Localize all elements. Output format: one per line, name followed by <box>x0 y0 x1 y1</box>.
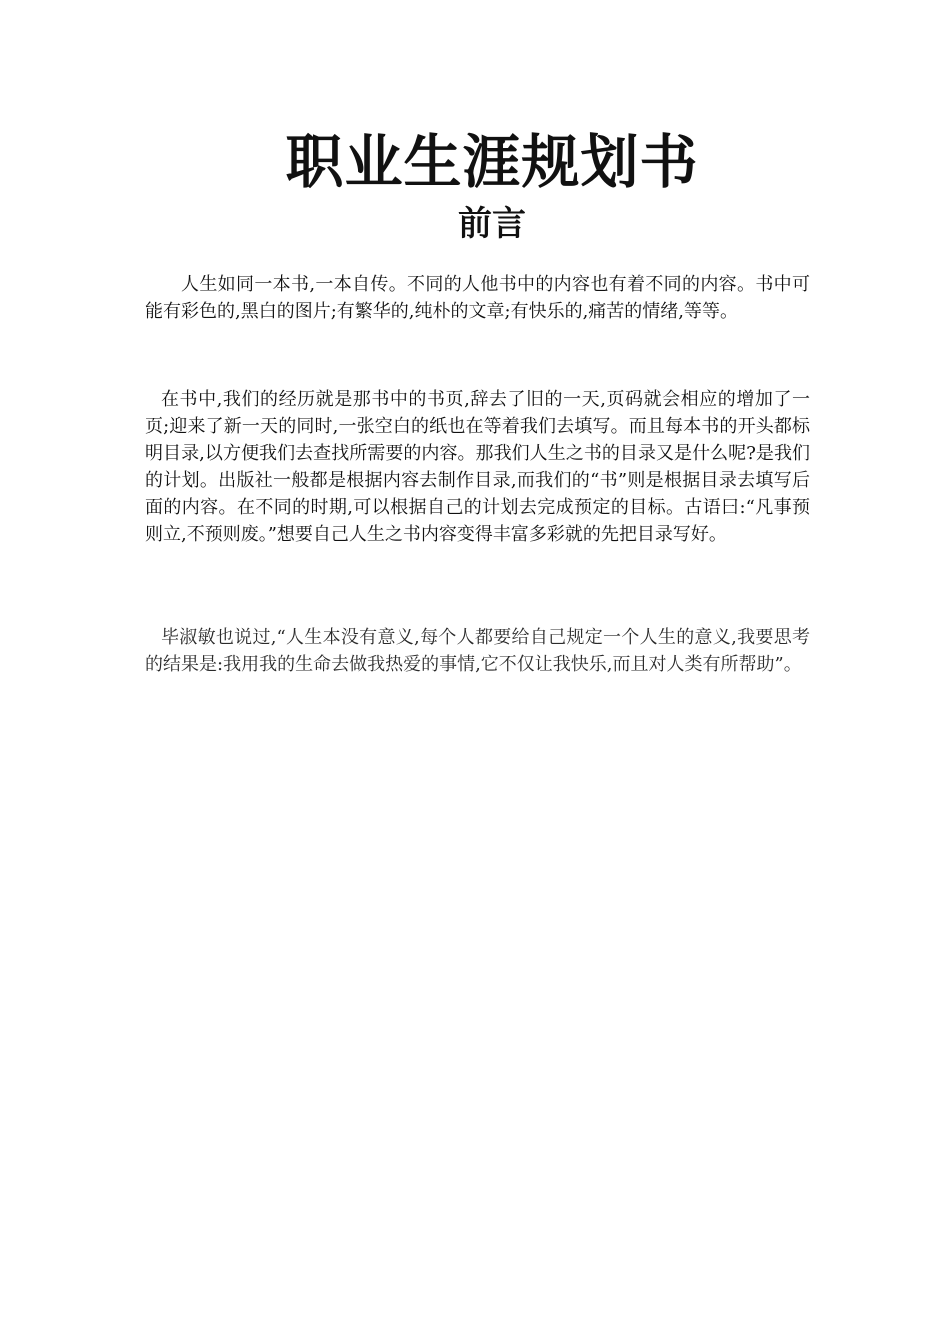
body-paragraph: 人生如同一本书,一本自传。不同的人他书中的内容也有着不同的内容。书中可能有彩色的,黑白的图片;有繁华的,纯朴的文章;有快乐的,痛苦的情绪,等等。 <box>145 274 810 322</box>
body-paragraph: 在书中,我们的经历就是那书中的书页,辞去了旧的一天,页码就会相应的增加了一页;迎来了新一天的同时,一张空白的纸也在等着我们去填写。而且每本书的开头都标明目录,以方便我们去查找所需要的内容。那我们人生之书的目录又是什么呢?是我们的计划。出版社一般都是根据内容去制作目录,而我们的“书”则是根据目录去填写后面的内容。在不同的时期,可以根据自己的计划去完成预定的目标。古语曰:“凡事预则立,不预则废。”想要自己人生之书内容变得丰富多彩就的先把目录写好。 <box>145 389 810 545</box>
body-paragraph: 毕淑敏也说过,“人生本没有意义,每个人都要给自己规定一个人生的意义,我要思考的结果是:我用我的生命去做我热爱的事情,它不仅让我快乐,而且对人类有所帮助”。 <box>145 627 810 675</box>
section-heading: 前言 <box>458 204 526 244</box>
document-title: 职业生涯规划书 <box>285 128 699 196</box>
